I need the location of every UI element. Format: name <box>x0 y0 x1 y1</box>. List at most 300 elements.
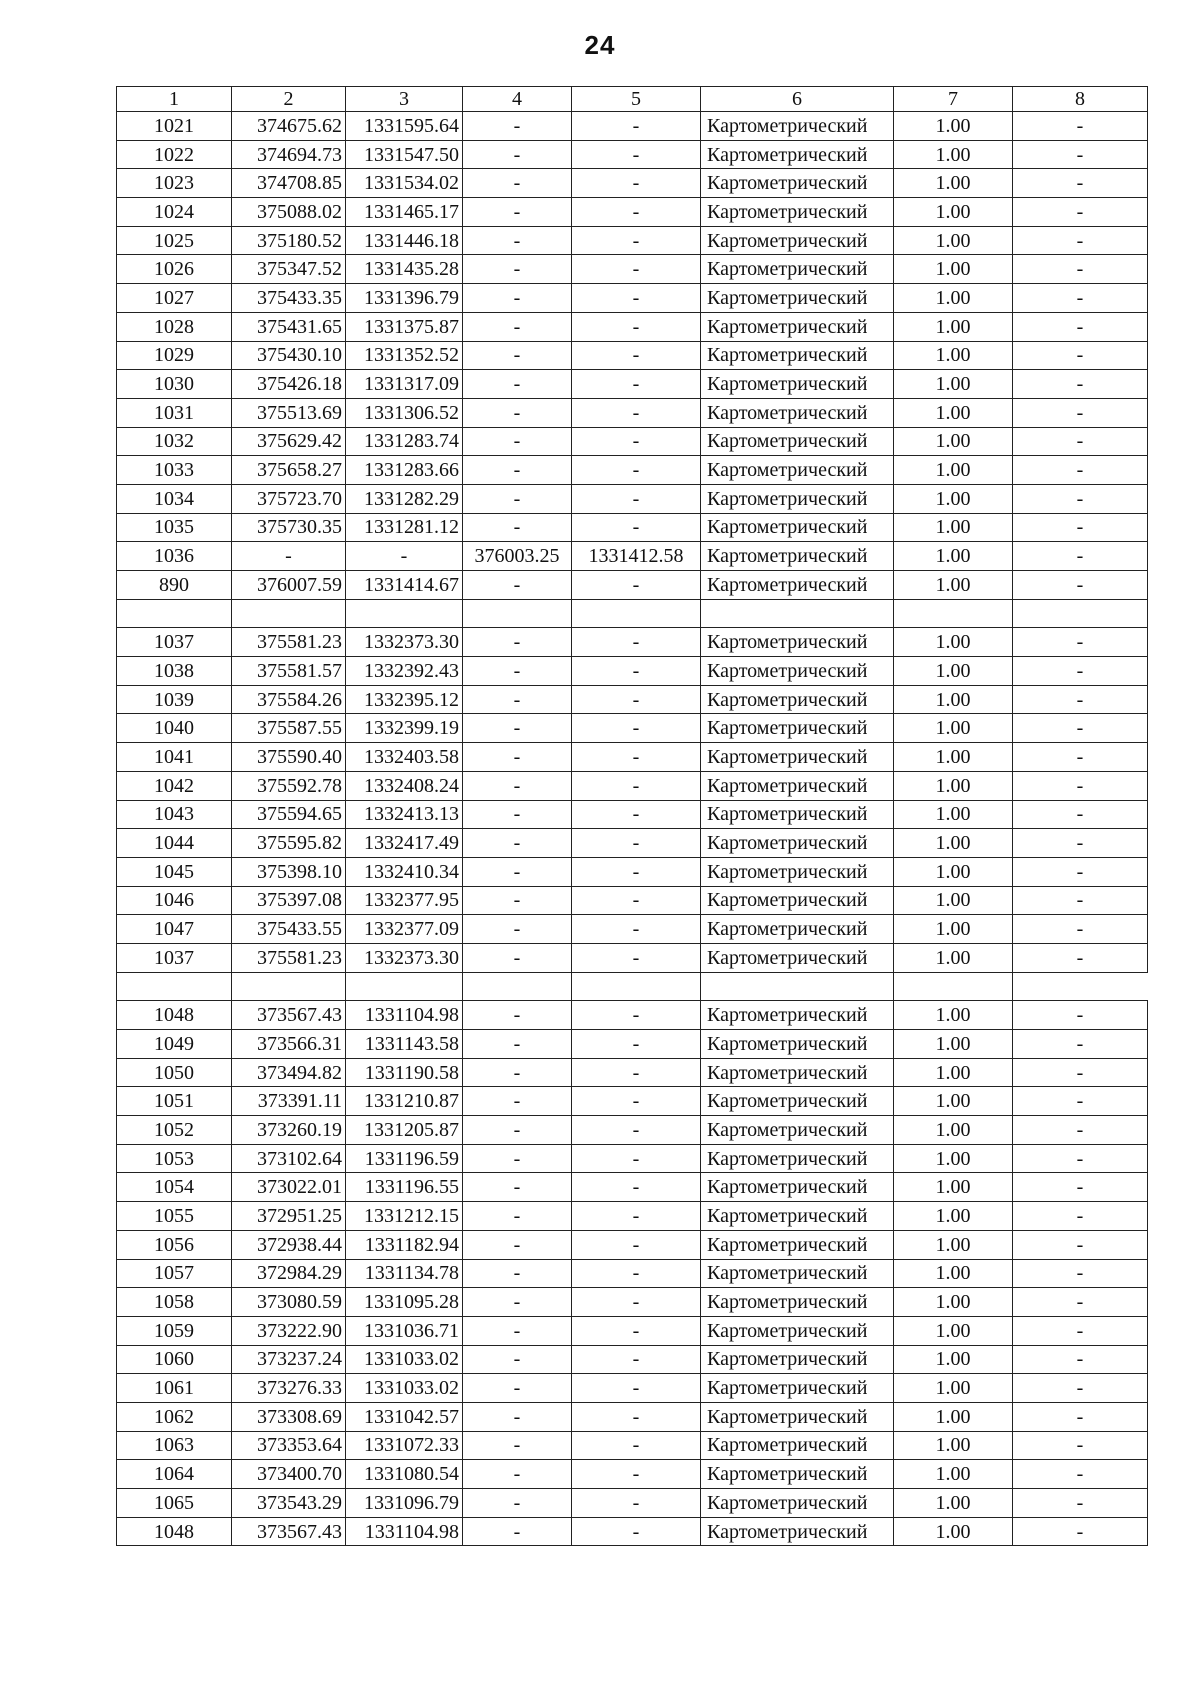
method-cell: Картометрический <box>701 1259 894 1288</box>
y-new-cell: - <box>572 1030 701 1059</box>
accuracy-cell: 1.00 <box>894 771 1013 800</box>
coordinates-table <box>116 86 1148 1546</box>
x-coordinate-cell: 375088.02 <box>232 198 346 227</box>
x-new-cell: - <box>463 857 572 886</box>
point-number-cell: 1034 <box>117 484 232 513</box>
accuracy-cell: 1.00 <box>894 800 1013 829</box>
y-coordinate-cell: 1331196.59 <box>346 1144 463 1173</box>
method-cell: Картометрический <box>701 112 894 141</box>
point-number-cell: 1038 <box>117 657 232 686</box>
accuracy-cell: 1.00 <box>894 1116 1013 1145</box>
column-header: 2 <box>232 87 346 112</box>
y-coordinate-cell: 1331212.15 <box>346 1202 463 1231</box>
y-coordinate-cell: 1331134.78 <box>346 1259 463 1288</box>
y-coordinate-cell: 1332395.12 <box>346 685 463 714</box>
y-new-cell: - <box>572 456 701 485</box>
description-cell: - <box>1013 1431 1148 1460</box>
accuracy-cell: 1.00 <box>894 1316 1013 1345</box>
y-new-cell: - <box>572 829 701 858</box>
y-coordinate-cell: 1331196.55 <box>346 1173 463 1202</box>
table-row <box>117 1058 1148 1087</box>
y-new-cell: - <box>572 284 701 313</box>
y-coordinate-cell: 1331547.50 <box>346 140 463 169</box>
accuracy-cell <box>894 972 1013 1001</box>
accuracy-cell: 1.00 <box>894 685 1013 714</box>
table-row <box>117 484 1148 513</box>
accuracy-cell: 1.00 <box>894 456 1013 485</box>
accuracy-cell: 1.00 <box>894 1259 1013 1288</box>
method-cell: Картометрический <box>701 1030 894 1059</box>
y-coordinate-cell <box>346 599 463 628</box>
y-coordinate-cell: 1332377.09 <box>346 915 463 944</box>
x-new-cell: - <box>463 886 572 915</box>
method-cell: Картометрический <box>701 1402 894 1431</box>
description-cell <box>1013 972 1148 1001</box>
x-new-cell: - <box>463 685 572 714</box>
method-cell: Картометрический <box>701 341 894 370</box>
x-coordinate-cell: 375433.55 <box>232 915 346 944</box>
y-coordinate-cell: 1332399.19 <box>346 714 463 743</box>
column-header: 7 <box>894 87 1013 112</box>
point-number-cell: 1052 <box>117 1116 232 1145</box>
x-coordinate-cell: - <box>232 542 346 571</box>
description-cell: - <box>1013 628 1148 657</box>
accuracy-cell: 1.00 <box>894 169 1013 198</box>
y-new-cell: - <box>572 1288 701 1317</box>
x-coordinate-cell: 373400.70 <box>232 1460 346 1489</box>
point-number-cell: 1029 <box>117 341 232 370</box>
x-new-cell: - <box>463 915 572 944</box>
description-cell: - <box>1013 571 1148 600</box>
x-coordinate-cell: 373494.82 <box>232 1058 346 1087</box>
y-coordinate-cell: 1331281.12 <box>346 513 463 542</box>
description-cell: - <box>1013 1001 1148 1030</box>
accuracy-cell: 1.00 <box>894 312 1013 341</box>
accuracy-cell: 1.00 <box>894 714 1013 743</box>
point-number-cell: 1025 <box>117 226 232 255</box>
y-coordinate-cell: 1332410.34 <box>346 857 463 886</box>
y-coordinate-cell: 1331283.74 <box>346 427 463 456</box>
x-coordinate-cell: 375431.65 <box>232 312 346 341</box>
point-number-cell: 1062 <box>117 1402 232 1431</box>
x-coordinate-cell: 373022.01 <box>232 1173 346 1202</box>
description-cell: - <box>1013 1460 1148 1489</box>
x-new-cell: - <box>463 1345 572 1374</box>
x-new-cell: - <box>463 1087 572 1116</box>
point-number-cell: 1039 <box>117 685 232 714</box>
point-number-cell: 1054 <box>117 1173 232 1202</box>
x-coordinate-cell: 373102.64 <box>232 1144 346 1173</box>
x-new-cell: - <box>463 341 572 370</box>
accuracy-cell: 1.00 <box>894 1144 1013 1173</box>
point-number-cell: 1064 <box>117 1460 232 1489</box>
method-cell: Картометрический <box>701 484 894 513</box>
point-number-cell: 1058 <box>117 1288 232 1317</box>
accuracy-cell: 1.00 <box>894 857 1013 886</box>
accuracy-cell: 1.00 <box>894 1230 1013 1259</box>
x-new-cell: - <box>463 1374 572 1403</box>
y-coordinate-cell: 1331317.09 <box>346 370 463 399</box>
y-new-cell: - <box>572 857 701 886</box>
x-new-cell: - <box>463 140 572 169</box>
x-coordinate-cell: 375590.40 <box>232 743 346 772</box>
accuracy-cell: 1.00 <box>894 1001 1013 1030</box>
table-row <box>117 226 1148 255</box>
y-new-cell: - <box>572 513 701 542</box>
table-row <box>117 341 1148 370</box>
x-new-cell: - <box>463 743 572 772</box>
accuracy-cell: 1.00 <box>894 1460 1013 1489</box>
method-cell: Картометрический <box>701 370 894 399</box>
description-cell: - <box>1013 198 1148 227</box>
y-coordinate-cell: 1331190.58 <box>346 1058 463 1087</box>
method-cell: Картометрический <box>701 1517 894 1546</box>
description-cell: - <box>1013 370 1148 399</box>
y-new-cell: - <box>572 1144 701 1173</box>
method-cell: Картометрический <box>701 140 894 169</box>
method-cell: Картометрический <box>701 628 894 657</box>
y-coordinate-cell: 1331036.71 <box>346 1316 463 1345</box>
y-coordinate-cell: 1332392.43 <box>346 657 463 686</box>
y-new-cell: - <box>572 140 701 169</box>
x-coordinate-cell: 375584.26 <box>232 685 346 714</box>
y-coordinate-cell: 1331033.02 <box>346 1374 463 1403</box>
table-row <box>117 255 1148 284</box>
method-cell: Картометрический <box>701 456 894 485</box>
x-coordinate-cell: 376007.59 <box>232 571 346 600</box>
point-number-cell: 1060 <box>117 1345 232 1374</box>
method-cell: Картометрический <box>701 1230 894 1259</box>
x-coordinate-cell: 375433.35 <box>232 284 346 313</box>
x-new-cell: - <box>463 513 572 542</box>
method-cell: Картометрический <box>701 685 894 714</box>
method-cell: Картометрический <box>701 743 894 772</box>
table-row <box>117 943 1148 972</box>
x-coordinate-cell: 375629.42 <box>232 427 346 456</box>
table-row <box>117 657 1148 686</box>
point-number-cell: 1048 <box>117 1517 232 1546</box>
description-cell: - <box>1013 1202 1148 1231</box>
accuracy-cell: 1.00 <box>894 484 1013 513</box>
description-cell: - <box>1013 456 1148 485</box>
point-number-cell: 1037 <box>117 628 232 657</box>
x-coordinate-cell: 372938.44 <box>232 1230 346 1259</box>
y-coordinate-cell: 1331282.29 <box>346 484 463 513</box>
y-coordinate-cell: 1332408.24 <box>346 771 463 800</box>
x-coordinate-cell: 375397.08 <box>232 886 346 915</box>
point-number-cell: 1065 <box>117 1489 232 1518</box>
table-row <box>117 714 1148 743</box>
y-coordinate-cell: 1332413.13 <box>346 800 463 829</box>
table-row <box>117 112 1148 141</box>
x-new-cell: - <box>463 484 572 513</box>
column-header: 3 <box>346 87 463 112</box>
accuracy-cell: 1.00 <box>894 1058 1013 1087</box>
y-coordinate-cell: 1331033.02 <box>346 1345 463 1374</box>
table-row <box>117 829 1148 858</box>
y-coordinate-cell: 1332417.49 <box>346 829 463 858</box>
description-cell: - <box>1013 800 1148 829</box>
x-new-cell: - <box>463 1058 572 1087</box>
x-new-cell: - <box>463 456 572 485</box>
x-coordinate-cell: 375581.23 <box>232 628 346 657</box>
y-new-cell: - <box>572 1230 701 1259</box>
x-new-cell: - <box>463 370 572 399</box>
table-row <box>117 1030 1148 1059</box>
y-new-cell: - <box>572 484 701 513</box>
y-new-cell: - <box>572 1316 701 1345</box>
x-new-cell: - <box>463 255 572 284</box>
x-new-cell: - <box>463 943 572 972</box>
accuracy-cell: 1.00 <box>894 284 1013 313</box>
x-new-cell: - <box>463 226 572 255</box>
accuracy-cell: 1.00 <box>894 657 1013 686</box>
description-cell: - <box>1013 1517 1148 1546</box>
method-cell: Картометрический <box>701 1116 894 1145</box>
description-cell: - <box>1013 829 1148 858</box>
point-number-cell: 1035 <box>117 513 232 542</box>
table-row <box>117 1489 1148 1518</box>
accuracy-cell: 1.00 <box>894 398 1013 427</box>
x-new-cell: - <box>463 1431 572 1460</box>
accuracy-cell: 1.00 <box>894 341 1013 370</box>
description-cell: - <box>1013 943 1148 972</box>
x-coordinate-cell: 375730.35 <box>232 513 346 542</box>
table-row <box>117 1402 1148 1431</box>
table-row <box>117 542 1148 571</box>
y-new-cell: - <box>572 1259 701 1288</box>
x-coordinate-cell: 375581.23 <box>232 943 346 972</box>
description-cell: - <box>1013 255 1148 284</box>
point-number-cell: 1030 <box>117 370 232 399</box>
point-number-cell: 1050 <box>117 1058 232 1087</box>
table-row <box>117 857 1148 886</box>
method-cell: Картометрический <box>701 513 894 542</box>
table-row <box>117 571 1148 600</box>
x-coordinate-cell: 373276.33 <box>232 1374 346 1403</box>
x-coordinate-cell: 373566.31 <box>232 1030 346 1059</box>
x-new-cell: - <box>463 1173 572 1202</box>
method-cell: Картометрический <box>701 829 894 858</box>
point-number-cell: 1046 <box>117 886 232 915</box>
x-new-cell: - <box>463 398 572 427</box>
x-new-cell: - <box>463 571 572 600</box>
method-cell: Картометрический <box>701 1058 894 1087</box>
accuracy-cell: 1.00 <box>894 226 1013 255</box>
accuracy-cell: 1.00 <box>894 1173 1013 1202</box>
x-new-cell: - <box>463 800 572 829</box>
y-new-cell: - <box>572 370 701 399</box>
point-number-cell: 1021 <box>117 112 232 141</box>
point-number-cell: 1049 <box>117 1030 232 1059</box>
table-row <box>117 1144 1148 1173</box>
description-cell: - <box>1013 915 1148 944</box>
y-new-cell: - <box>572 112 701 141</box>
accuracy-cell: 1.00 <box>894 1431 1013 1460</box>
table-row <box>117 456 1148 485</box>
method-cell: Картометрический <box>701 226 894 255</box>
x-new-cell: - <box>463 284 572 313</box>
x-new-cell: - <box>463 1230 572 1259</box>
point-number-cell: 1037 <box>117 943 232 972</box>
x-new-cell: - <box>463 1259 572 1288</box>
accuracy-cell <box>894 599 1013 628</box>
x-new-cell: - <box>463 427 572 456</box>
method-cell: Картометрический <box>701 198 894 227</box>
y-new-cell: - <box>572 341 701 370</box>
x-new-cell: 376003.25 <box>463 542 572 571</box>
y-coordinate-cell: 1331104.98 <box>346 1001 463 1030</box>
point-number-cell: 1028 <box>117 312 232 341</box>
x-coordinate-cell: 375723.70 <box>232 484 346 513</box>
accuracy-cell: 1.00 <box>894 255 1013 284</box>
y-new-cell: - <box>572 398 701 427</box>
x-new-cell: - <box>463 1288 572 1317</box>
method-cell: Картометрический <box>701 1345 894 1374</box>
description-cell: - <box>1013 771 1148 800</box>
accuracy-cell: 1.00 <box>894 513 1013 542</box>
accuracy-cell: 1.00 <box>894 1288 1013 1317</box>
y-coordinate-cell: 1331534.02 <box>346 169 463 198</box>
x-new-cell: - <box>463 1030 572 1059</box>
point-number-cell: 1024 <box>117 198 232 227</box>
method-cell: Картометрический <box>701 657 894 686</box>
y-new-cell: - <box>572 169 701 198</box>
point-number-cell: 1040 <box>117 714 232 743</box>
method-cell: Картометрический <box>701 915 894 944</box>
table-row <box>117 1202 1148 1231</box>
method-cell: Картометрический <box>701 169 894 198</box>
method-cell: Картометрический <box>701 398 894 427</box>
x-coordinate-cell: 372951.25 <box>232 1202 346 1231</box>
table-row <box>117 628 1148 657</box>
x-coordinate-cell: 375658.27 <box>232 456 346 485</box>
x-coordinate-cell: 375180.52 <box>232 226 346 255</box>
x-coordinate-cell: 375594.65 <box>232 800 346 829</box>
y-new-cell: - <box>572 255 701 284</box>
point-number-cell: 890 <box>117 571 232 600</box>
description-cell: - <box>1013 484 1148 513</box>
point-number-cell: 1055 <box>117 1202 232 1231</box>
column-header: 6 <box>701 87 894 112</box>
description-cell: - <box>1013 284 1148 313</box>
x-coordinate-cell: 373080.59 <box>232 1288 346 1317</box>
y-new-cell: - <box>572 657 701 686</box>
x-new-cell: - <box>463 312 572 341</box>
x-new-cell: - <box>463 829 572 858</box>
point-number-cell: 1023 <box>117 169 232 198</box>
y-new-cell: - <box>572 1460 701 1489</box>
y-coordinate-cell: 1331446.18 <box>346 226 463 255</box>
x-new-cell: - <box>463 112 572 141</box>
x-new-cell: - <box>463 169 572 198</box>
y-new-cell: - <box>572 628 701 657</box>
x-coordinate-cell: 375398.10 <box>232 857 346 886</box>
method-cell: Картометрический <box>701 1144 894 1173</box>
x-coordinate-cell: 375595.82 <box>232 829 346 858</box>
y-new-cell: - <box>572 1345 701 1374</box>
x-new-cell: - <box>463 714 572 743</box>
accuracy-cell: 1.00 <box>894 829 1013 858</box>
y-new-cell: 1331412.58 <box>572 542 701 571</box>
y-coordinate-cell: 1332373.30 <box>346 943 463 972</box>
description-cell: - <box>1013 112 1148 141</box>
x-new-cell: - <box>463 1402 572 1431</box>
table-row <box>117 771 1148 800</box>
point-number-cell: 1026 <box>117 255 232 284</box>
point-number-cell: 1036 <box>117 542 232 571</box>
accuracy-cell: 1.00 <box>894 628 1013 657</box>
point-number-cell: 1059 <box>117 1316 232 1345</box>
y-coordinate-cell: 1331435.28 <box>346 255 463 284</box>
y-new-cell: - <box>572 1374 701 1403</box>
table-row <box>117 886 1148 915</box>
accuracy-cell: 1.00 <box>894 743 1013 772</box>
y-coordinate-cell: 1331104.98 <box>346 1517 463 1546</box>
description-cell: - <box>1013 169 1148 198</box>
point-number-cell: 1056 <box>117 1230 232 1259</box>
separator-row <box>117 972 1148 1001</box>
accuracy-cell: 1.00 <box>894 112 1013 141</box>
y-new-cell: - <box>572 685 701 714</box>
method-cell: Картометрический <box>701 1489 894 1518</box>
x-coordinate-cell: 373260.19 <box>232 1116 346 1145</box>
method-cell: Картометрический <box>701 1374 894 1403</box>
table-row <box>117 1259 1148 1288</box>
table-header-row <box>117 87 1148 112</box>
x-coordinate-cell: 375347.52 <box>232 255 346 284</box>
point-number-cell <box>117 599 232 628</box>
point-number-cell: 1048 <box>117 1001 232 1030</box>
accuracy-cell: 1.00 <box>894 1489 1013 1518</box>
y-new-cell: - <box>572 1202 701 1231</box>
description-cell: - <box>1013 743 1148 772</box>
y-new-cell: - <box>572 1173 701 1202</box>
y-new-cell: - <box>572 312 701 341</box>
x-new-cell: - <box>463 657 572 686</box>
column-header: 4 <box>463 87 572 112</box>
y-new-cell: - <box>572 943 701 972</box>
y-new-cell: - <box>572 1402 701 1431</box>
y-new-cell: - <box>572 198 701 227</box>
accuracy-cell: 1.00 <box>894 1087 1013 1116</box>
x-coordinate-cell: 374694.73 <box>232 140 346 169</box>
method-cell: Картометрический <box>701 943 894 972</box>
y-coordinate-cell: 1331042.57 <box>346 1402 463 1431</box>
description-cell: - <box>1013 1288 1148 1317</box>
table-row <box>117 743 1148 772</box>
column-header: 8 <box>1013 87 1148 112</box>
y-coordinate-cell: 1331143.58 <box>346 1030 463 1059</box>
method-cell: Картометрический <box>701 1431 894 1460</box>
y-new-cell: - <box>572 800 701 829</box>
accuracy-cell: 1.00 <box>894 1202 1013 1231</box>
x-coordinate-cell <box>232 599 346 628</box>
x-new-cell: - <box>463 1001 572 1030</box>
description-cell: - <box>1013 341 1148 370</box>
x-new-cell: - <box>463 1460 572 1489</box>
method-cell: Картометрический <box>701 857 894 886</box>
method-cell: Картометрический <box>701 1316 894 1345</box>
x-coordinate-cell: 375513.69 <box>232 398 346 427</box>
method-cell: Картометрический <box>701 1202 894 1231</box>
y-new-cell: - <box>572 1517 701 1546</box>
point-number-cell: 1047 <box>117 915 232 944</box>
point-number-cell: 1063 <box>117 1431 232 1460</box>
description-cell: - <box>1013 685 1148 714</box>
method-cell: Картометрический <box>701 571 894 600</box>
point-number-cell: 1032 <box>117 427 232 456</box>
